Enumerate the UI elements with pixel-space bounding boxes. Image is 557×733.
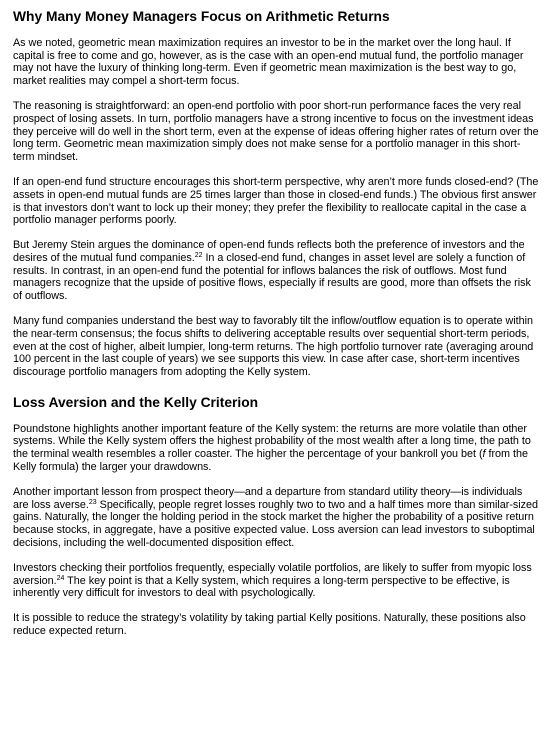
paragraph-poundstone (13, 423, 539, 474)
paragraph-text: Poundstone highlights another important feature of the Kelly system: the returns are more volatile than other systems. While the Kelly system offers the highest probability of the most wealth after a long time, the path to the terminal wealth resembles a roller coaster. The higher the percentage of your bankroll you bet ( (13, 422, 531, 461)
paragraph-text: But Jeremy Stein argues the dominance of open-end funds reflects both the preference of investors and the desires of the mutual fund companies. (13, 239, 525, 265)
paragraph-text: The key point is that a Kelly system, which requires a long-term perspective to be effective, is inherently very difficult for investors to deal with psychologically. (13, 574, 510, 600)
section-heading-arithmetic-returns: Why Many Money Managers Focus on Arithmetic Returns (13, 9, 390, 24)
paragraph-closed-end-question: If an open-end fund structure encourages this short-term perspective, why aren’t more funds closed-end? (The assets in open-end mutual funds are 25 times larger than those in closed-end funds.) The obvious first answer is that investors don’t want to lock up their money; they prefer the flexibility to reallocate capital in the case a portfolio manager performs poorly. (13, 176, 539, 227)
paragraph-text: Specifically, people regret losses roughly two to two and a half times more than similar-sized gains. Naturally, the longer the holding period in the stock market the higher the probability of a positive return because stocks, in aggregate, have a positive expected value. Loss aversion can lead investors to suboptimal decisions, including the well-documented disposition effect. (13, 498, 539, 549)
footnote-ref-23: 23 (88, 498, 97, 506)
paragraph-text: Investors checking their portfolios frequently, especially volatile portfolios, are likely to suffer from myopic loss aversion. (13, 561, 532, 587)
paragraph-open-end-reasoning: The reasoning is straightforward: an open-end portfolio with poor short-run performance faces the very real prospect of losing assets. In turn, portfolio managers have a strong incentive to focus on the investment ideas they perceive will do well in the short term, even at the expense of ideas offering higher rates of return over the long term. Geometric mean maximization simply does not make sense for a portfolio manager in this short-term mindset. (13, 100, 539, 164)
footnote-ref-22: 22 (194, 252, 203, 260)
paragraph-text: from the Kelly formula) the larger your drawdowns. (13, 448, 528, 473)
kelly-fraction-symbol: f (482, 448, 486, 461)
paragraph-myopic-loss-aversion (13, 562, 539, 600)
paragraph-prospect-theory (13, 486, 539, 550)
section-heading-loss-aversion: Loss Aversion and the Kelly Criterion (13, 394, 259, 410)
paragraph-text: In a closed-end fund, changes in asset level are solely a function of results. In contrast, in an open-end fund the potential for inflows balances the risk of outflows. Most fund managers recognize that the upside of positive flows, especially if results are good, more than offsets the risk of outflows. (13, 252, 531, 303)
paragraph-geometric-mean: As we noted, geometric mean maximization requires an investor to be in the market over the long haul. If capital is free to come and go, however, as is the case with an open-end mutual fund, the portfolio manager may not have the luxury of thinking long-term. Even if geometric mean maximization is the best way to go, market realities may compel a short-term focus. (13, 37, 524, 88)
footnote-ref-24: 24 (56, 574, 65, 582)
paragraph-partial-kelly: It is possible to reduce the strategy’s volatility by taking partial Kelly positions. Naturally, these positions also reduce expected return. (13, 612, 526, 638)
paragraph-jeremy-stein (13, 239, 539, 303)
paragraph-fund-companies: Many fund companies understand the best way to favorably tilt the inflow/outflow equation is to operate within the near-term consensus; the focus shifts to delivering acceptable results over sequential short-term periods, even at the cost of higher, albeit lumpier, long-term returns. The high portfolio turnover rate (averaging around 100 percent in the last couple of years) we see supports this view. In case after case, short-term incentives discourage portfolio managers from adopting the Kelly system. (13, 315, 534, 379)
paragraph-text: Another important lesson from prospect theory—and a departure from standard utility theory—is individuals are loss averse. (13, 485, 523, 511)
